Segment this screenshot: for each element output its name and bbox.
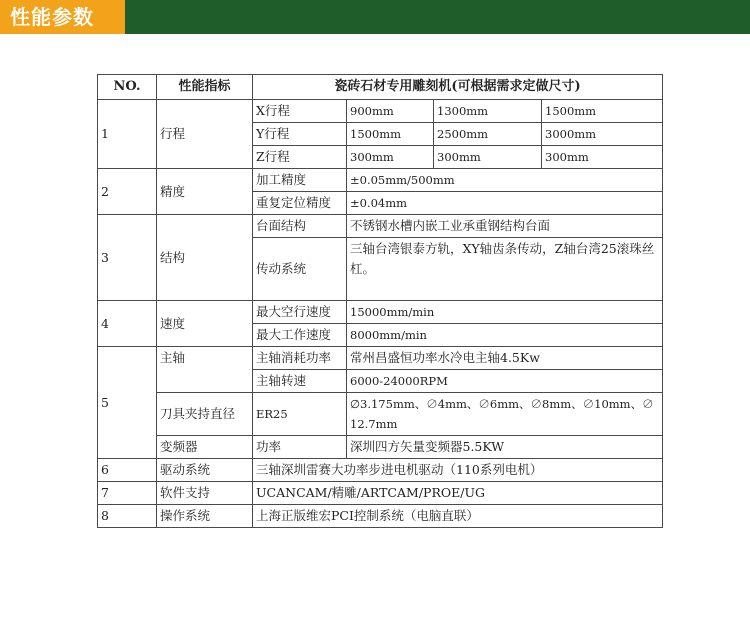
row-number: 7 <box>98 482 157 505</box>
row-item: 驱动系统 <box>157 459 253 482</box>
table-row <box>98 436 663 459</box>
row-number: 5 <box>98 347 157 459</box>
row-value: 三轴深圳雷赛大功率步进电机驱动（110系列电机） <box>253 459 663 482</box>
row-item: 操作系统 <box>157 505 253 528</box>
row-sublabel: 加工精度 <box>253 169 347 192</box>
table-row <box>98 301 663 324</box>
row-sublabel: 最大空行速度 <box>253 301 347 324</box>
row-number: 1 <box>98 100 157 169</box>
row-value: ∅3.175mm、∅4mm、∅6mm、∅8mm、∅10mm、∅12.7mm <box>347 393 663 436</box>
row-value: 300mm <box>347 146 434 169</box>
row-sublabel: 功率 <box>253 436 347 459</box>
row-value: ±0.04mm <box>347 192 663 215</box>
table-header-row <box>98 75 663 100</box>
row-sublabel: X行程 <box>253 100 347 123</box>
row-value: 常州昌盛恒功率水冷电主轴4.5Kw <box>347 347 663 370</box>
row-item: 刀具夹持直径 <box>157 393 253 436</box>
table-row <box>98 459 663 482</box>
row-value: ±0.05mm/500mm <box>347 169 663 192</box>
row-value: 8000mm/min <box>347 324 663 347</box>
row-sublabel: ER25 <box>253 393 347 436</box>
row-sublabel: 重复定位精度 <box>253 192 347 215</box>
row-number: 6 <box>98 459 157 482</box>
row-value: 300mm <box>434 146 542 169</box>
row-value: 3000mm <box>542 123 663 146</box>
row-sublabel: Y行程 <box>253 123 347 146</box>
table-row <box>98 505 663 528</box>
row-item: 速度 <box>157 301 253 347</box>
table-row <box>98 393 663 436</box>
header-item: 性能指标 <box>157 75 253 100</box>
table-row <box>98 215 663 238</box>
table-row <box>98 169 663 192</box>
row-item: 精度 <box>157 169 253 215</box>
row-value: 900mm <box>347 100 434 123</box>
row-item: 变频器 <box>157 436 253 459</box>
row-value: 1300mm <box>434 100 542 123</box>
row-item: 软件支持 <box>157 482 253 505</box>
row-number: 3 <box>98 215 157 301</box>
header-spec: 瓷砖石材专用雕刻机(可根据需求定做尺寸) <box>253 75 663 100</box>
row-sublabel: 台面结构 <box>253 215 347 238</box>
row-value: UCANCAM/精雕/ARTCAM/PROE/UG <box>253 482 663 505</box>
row-item: 行程 <box>157 100 253 169</box>
row-value: 6000-24000RPM <box>347 370 663 393</box>
row-item: 结构 <box>157 215 253 301</box>
header-banner <box>0 0 750 34</box>
row-sublabel: 最大工作速度 <box>253 324 347 347</box>
row-value: 1500mm <box>542 100 663 123</box>
header-no: NO. <box>98 75 157 100</box>
row-value: 2500mm <box>434 123 542 146</box>
row-value: 不锈钢水槽内嵌工业承重钢结构台面 <box>347 215 663 238</box>
row-item: 主轴 <box>157 347 253 393</box>
row-sublabel: 主轴转速 <box>253 370 347 393</box>
table-row <box>98 100 663 123</box>
row-sublabel: 主轴消耗功率 <box>253 347 347 370</box>
row-value: 上海正版维宏PCI控制系统（电脑直联） <box>253 505 663 528</box>
section-title-tab <box>0 0 125 34</box>
row-number: 2 <box>98 169 157 215</box>
row-number: 8 <box>98 505 157 528</box>
spec-table <box>97 74 663 528</box>
row-value: 三轴台湾银泰方轨，XY轴齿条传动，Z轴台湾25滚珠丝杠。 <box>347 238 663 301</box>
row-value: 300mm <box>542 146 663 169</box>
section-title: 性能参数 <box>10 5 94 29</box>
row-number: 4 <box>98 301 157 347</box>
table-row <box>98 482 663 505</box>
row-value: 15000mm/min <box>347 301 663 324</box>
row-sublabel: Z行程 <box>253 146 347 169</box>
row-value: 1500mm <box>347 123 434 146</box>
row-sublabel: 传动系统 <box>253 238 347 301</box>
row-value: 深圳四方矢量变频器5.5KW <box>347 436 663 459</box>
table-row <box>98 347 663 370</box>
